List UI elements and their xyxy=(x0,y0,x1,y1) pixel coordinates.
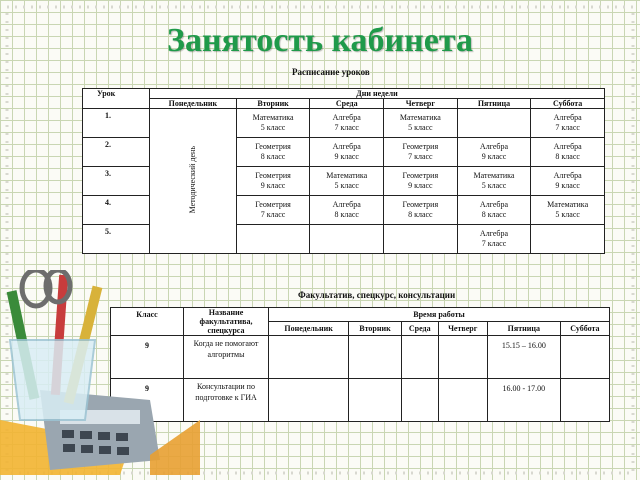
empty-time-cell xyxy=(560,379,609,422)
schedule-cell xyxy=(457,109,531,138)
subject: Алгебра xyxy=(332,200,361,209)
schedule-cell xyxy=(457,225,531,254)
lesson-number: 1. xyxy=(83,109,150,138)
subject: Геометрия xyxy=(255,200,291,209)
class-cell: 9 xyxy=(111,379,184,422)
schedule-cell xyxy=(236,196,310,225)
schedule-cell xyxy=(531,109,605,138)
pencil-cup-icon xyxy=(7,270,103,420)
class-header: Класс xyxy=(111,308,184,336)
day-header: Суббота xyxy=(531,99,605,109)
grade: 8 класс xyxy=(555,152,580,161)
grade: 7 класс xyxy=(555,123,580,132)
schedule-cell xyxy=(531,225,605,254)
empty-time-cell xyxy=(560,336,609,379)
empty-time-cell xyxy=(349,379,402,422)
elective-day-header: Пятница xyxy=(487,322,560,336)
elective-day-header: Суббота xyxy=(560,322,609,336)
schedule-cell xyxy=(310,196,384,225)
elective-day-header: Понедельник xyxy=(269,322,349,336)
subject: Алгебра xyxy=(553,113,582,122)
subject: Алгебра xyxy=(479,200,509,209)
schedule-cell xyxy=(236,109,310,138)
class-cell: 9 xyxy=(111,336,184,379)
friday-time: 15.15 – 16.00 xyxy=(487,336,560,379)
subject: Алгебра xyxy=(332,142,361,151)
day-header: Понедельник xyxy=(150,99,237,109)
empty-time-cell xyxy=(401,379,438,422)
days-row xyxy=(83,99,605,109)
subject: Геометрия xyxy=(402,171,439,180)
grade: 9 класс xyxy=(481,152,507,161)
empty-time-cell xyxy=(349,336,402,379)
table-row xyxy=(83,109,605,138)
day-header: Вторник xyxy=(236,99,310,109)
grade: 5 класс xyxy=(260,123,286,132)
day-header: Среда xyxy=(310,99,384,109)
subject: Математика xyxy=(252,113,294,122)
name-header: Название факультатива, спецкурса xyxy=(184,308,269,336)
subject: Алгебра xyxy=(332,113,361,122)
monday-note-cell xyxy=(150,109,237,254)
grade: 5 класс xyxy=(555,210,580,219)
schedule-cell xyxy=(384,109,458,138)
empty-time-cell xyxy=(438,336,487,379)
electives-caption: Факультатив, спецкурс, консультации xyxy=(298,290,456,300)
grade: 9 класс xyxy=(555,181,580,190)
elective-day-header: Вторник xyxy=(349,322,402,336)
days-header: Дни недели xyxy=(150,89,605,99)
grade: 8 класс xyxy=(260,152,286,161)
schedule-cell xyxy=(236,138,310,167)
subject: Геометрия xyxy=(402,200,439,209)
grade: 8 класс xyxy=(408,210,433,219)
schedule-cell xyxy=(384,138,458,167)
schedule-cell xyxy=(384,225,458,254)
grade: 7 класс xyxy=(334,123,359,132)
empty-time-cell xyxy=(401,336,438,379)
empty-time-cell xyxy=(269,379,349,422)
schedule-table xyxy=(82,88,605,254)
subject: Математика xyxy=(399,113,441,122)
schedule-cell xyxy=(310,167,384,196)
schedule-cell xyxy=(531,138,605,167)
stationery-illustration xyxy=(0,270,200,480)
schedule-cell xyxy=(236,225,310,254)
subject: Геометрия xyxy=(255,171,291,180)
schedule-cell xyxy=(310,225,384,254)
day-header: Пятница xyxy=(457,99,531,109)
grade: 5 класс xyxy=(408,123,433,132)
subject: Математика xyxy=(473,171,515,180)
subject: Математика xyxy=(547,200,589,209)
schedule-caption: Расписание уроков xyxy=(292,67,370,77)
grade: 9 класс xyxy=(408,181,433,190)
subject: Геометрия xyxy=(255,142,291,151)
grade: 7 класс xyxy=(408,152,433,161)
schedule-cell xyxy=(310,138,384,167)
grade: 5 класс xyxy=(334,181,359,190)
subject: Алгебра xyxy=(479,142,509,151)
subject: Математика xyxy=(326,171,368,180)
subject: Геометрия xyxy=(402,142,439,151)
lesson-number: 5. xyxy=(83,225,150,254)
page-title: Занятость кабинета xyxy=(167,22,473,59)
grade: 9 класс xyxy=(334,152,359,161)
grade: 8 класс xyxy=(481,210,507,219)
empty-time-cell xyxy=(438,379,487,422)
lesson-number: 4. xyxy=(83,196,150,225)
day-header: Четверг xyxy=(384,99,458,109)
schedule-cell xyxy=(310,109,384,138)
subject: Алгебра xyxy=(553,171,582,180)
empty-time-cell xyxy=(269,336,349,379)
schedule-cell xyxy=(457,138,531,167)
grade: 8 класс xyxy=(334,210,359,219)
schedule-cell xyxy=(384,167,458,196)
schedule-cell xyxy=(531,196,605,225)
monday-note: Методический день xyxy=(187,145,197,214)
elective-day-header: Четверг xyxy=(438,322,487,336)
grade: 9 класс xyxy=(260,181,286,190)
time-header: Время работы xyxy=(269,308,610,322)
lesson-header: Урок xyxy=(83,89,150,109)
grade: 7 класс xyxy=(481,239,507,248)
schedule-cell xyxy=(236,167,310,196)
subject: Алгебра xyxy=(479,229,509,238)
schedule-cell xyxy=(531,167,605,196)
grade: 5 класс xyxy=(481,181,507,190)
lesson-number: 2. xyxy=(83,138,150,167)
lesson-number: 3. xyxy=(83,167,150,196)
schedule-cell xyxy=(457,167,531,196)
elective-name: Консультации по подготовке к ГИА xyxy=(184,379,269,422)
grade: 7 класс xyxy=(260,210,286,219)
elective-day-header: Среда xyxy=(401,322,438,336)
schedule-body xyxy=(83,109,605,254)
elective-name: Когда не помогают алгоритмы xyxy=(184,336,269,379)
friday-time: 16.00 - 17.00 xyxy=(487,379,560,422)
schedule-cell xyxy=(457,196,531,225)
schedule-cell xyxy=(384,196,458,225)
subject: Алгебра xyxy=(553,142,582,151)
